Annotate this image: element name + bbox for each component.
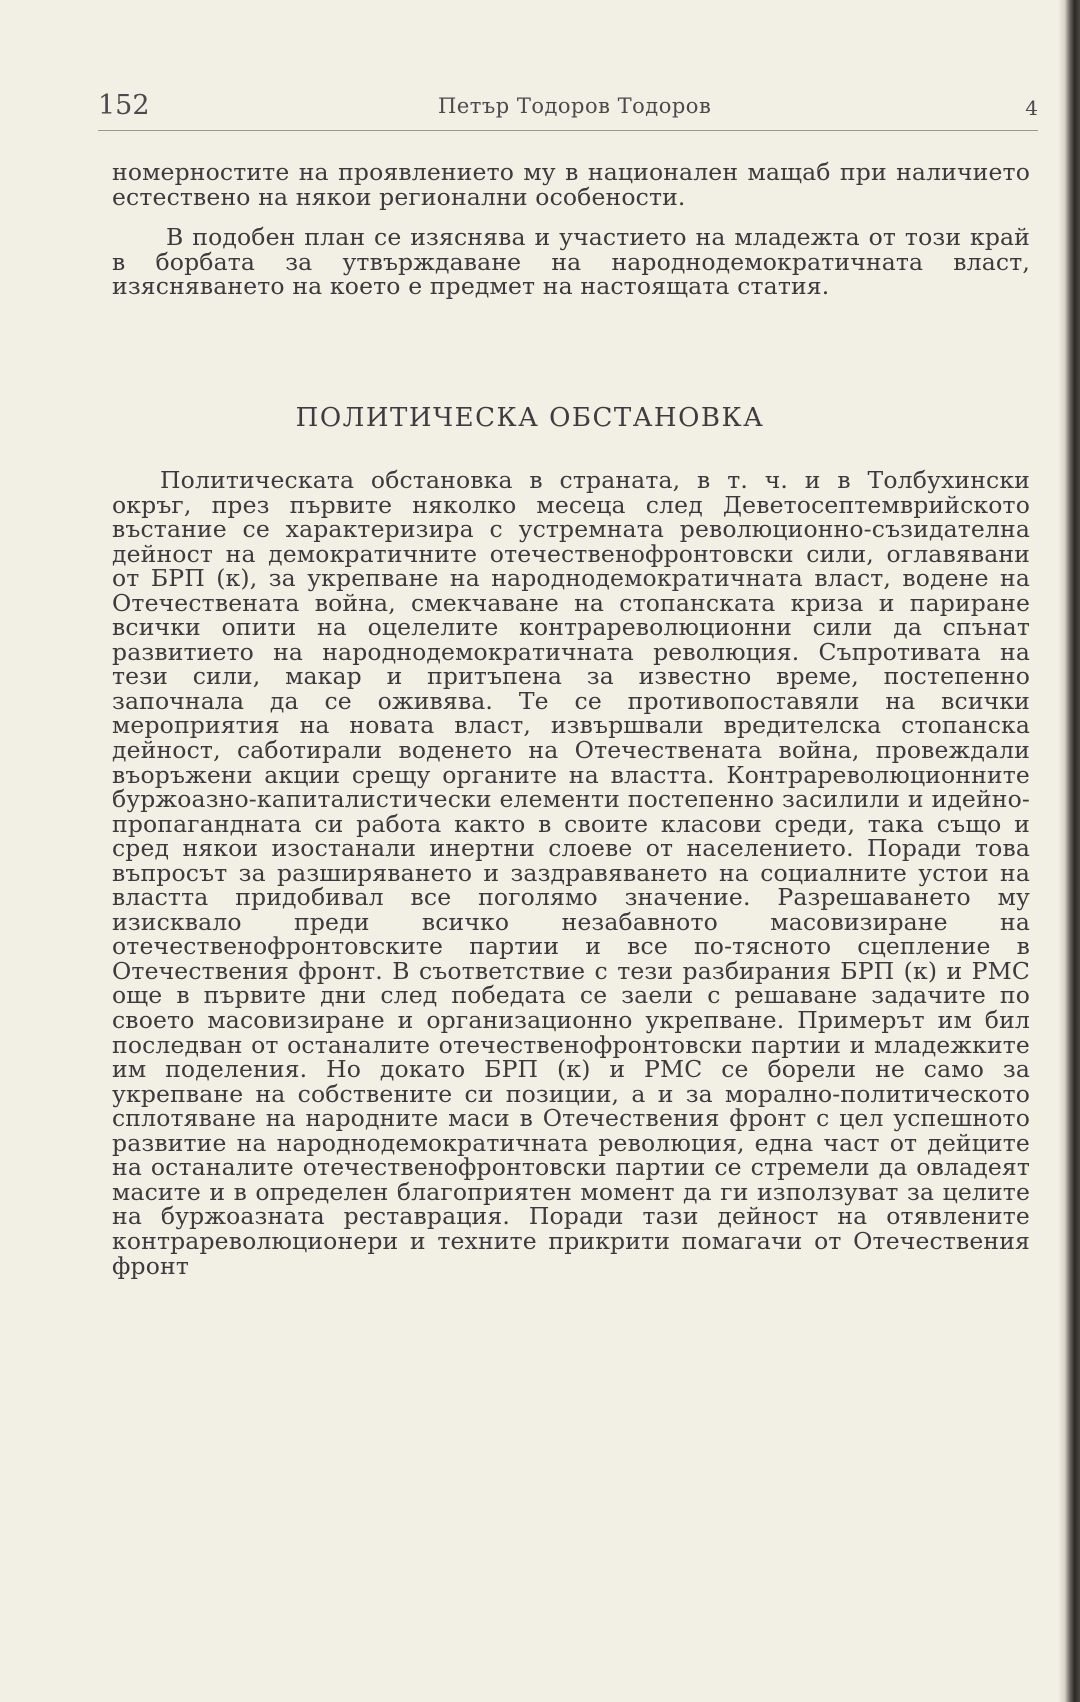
main-paragraph: Политическата обстановка в страната, в т. ч. и в Толбухински окръг, през първите няколко месеца след Деветосептемврийското въстание се характеризира с устремната революционно-съзидателна дейност на демократичните отечественофронтовски сили, оглавявани от БРП (к), за укрепване на народнодемократичната власт, водене на Отечествената война, смекчаване на стопанската криза и париране всички опити на оцелелите контрареволюционни сили да спънат развитието на народнодемократичната революция. Съпротивата на тези сили, макар и притъпена за известно време, постепенно започнала да се оживява. Те се противопоставяли на всички мероприятия на новата власт, извършвали вредителска стопанска дейност, саботирали воденето на Отечествената война, провеждали въоръжени акции срещу органите на властта. Контрареволюционните буржоазно-капиталистически елементи постепенно засилили и идейно-пропагандната си работа както в своите класови среди, така също и сред някои изостанали инертни слоеве от населението. Поради това въпросът за разширяването и заздравяването на социалните устои на властта придобивал все поголямо значение. Разрешаването му изисквало преди всичко незабавното масовизиране на отечественофронтовските партии и все по-тясното сцепление в Отечествения фронт. В съответствие с тези разбирания БРП (к) и РМС още в първите дни след победата се заели с решаване задачите по своето масовизиране и организационно укрепване. Примерът им бил последван от останалите отечественофронтовски партии и младежките им поделения. Но докато БРП (к) и РМС се борели не само за укрепване на собствените си позиции, а и за морално-политическото сплотяване на народните маси в Отечествения фронт с цел успешното развитие на народнодемократичната революция, една част от дейците на останалите отечественофронтовски партии се стремели да овладеят масите и в определен благоприятен момент да ги използуват за целите на буржоазната реставрация. Поради тази дейност на отявлените контрареволюционери и техните прикрити помагачи от Отечествения фронт: [112, 466, 1030, 1280]
page-edge-shadow: [1058, 0, 1080, 1702]
intro-paragraph: номерностите на проявлението му в национален мащаб при наличието естествено на някои регионални особености.: [112, 158, 1030, 211]
header-mark: 4: [1025, 96, 1038, 120]
section-title: ПОЛИТИЧЕСКА ОБСТАНОВКА: [295, 403, 765, 433]
page-number: 152: [98, 90, 150, 121]
running-title: Петър Тодоров Тодоров: [438, 94, 712, 118]
page-header: [98, 90, 1038, 131]
second-paragraph: В подобен план се изяснява и участието на младежта от този край в борбата за утвърждаване на народнодемократичната власт, изясняването на което е предмет на настоящата статия.: [112, 223, 1030, 301]
